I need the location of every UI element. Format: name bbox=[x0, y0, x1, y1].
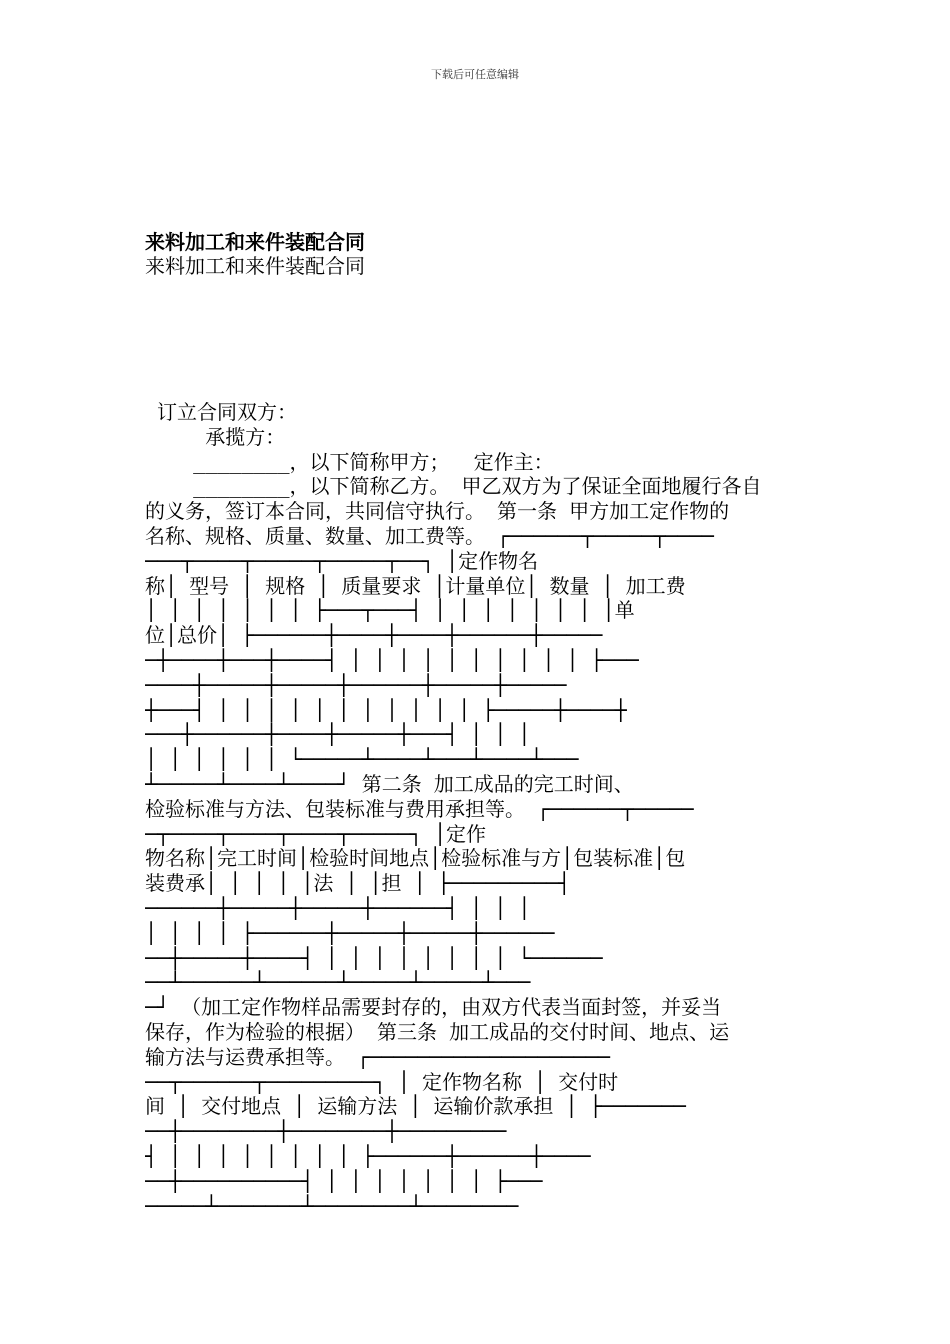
body-line: 保存，作为检验的根据） 第三条 加工成品的交付时间、地点、运 bbox=[145, 1019, 730, 1044]
body-line: ________，以下简称乙方。 甲乙双方为了保证全面地履行各自 bbox=[145, 474, 762, 499]
body-line: 的义务，签订本合同，共同信守执行。 第一条 甲方加工定作物的 bbox=[145, 499, 730, 524]
body-line: 输方法与运费承担等。 ┌──────────────────── bbox=[145, 1044, 610, 1069]
body-line: ─┼────┼───┼────┤ │ │ │ │ │ │ │ │ │ │ ├─── bbox=[145, 647, 639, 672]
body-line: ──┴──────┴──────┴─────┴─────┴─── bbox=[145, 970, 531, 995]
body-line: ──┼─────┼────┤ │ │ │ │ │ │ │ │ └────── bbox=[145, 945, 603, 970]
body-line: ───┬────┬─────┬─────┬──┐ │定作物名 bbox=[145, 548, 539, 573]
body-line: │ │ │ │ ├──────┼─────┼─────┼────── bbox=[145, 920, 555, 945]
body-line: 称│ 型号 │ 规格 │ 质量要求 │计量单位│ 数量 │ 加工费 bbox=[145, 573, 686, 598]
body-line: 承揽方： bbox=[145, 424, 286, 449]
body-line: 检验标准与方法、包装标准与费用承担等。 ┌──────┬───── bbox=[145, 796, 694, 821]
body-line: ─────┴───────┴────────┴──────── bbox=[145, 1193, 519, 1218]
document-title-bold: 来料加工和来件装配合同 bbox=[145, 230, 365, 254]
contract-body bbox=[145, 400, 805, 1218]
body-line: 装费承│ │ │ │ │法 │ │担 │ ├─────────┤ bbox=[145, 871, 571, 896]
body-line: ┴─────┴────┴────┘ 第二条 加工成品的完工时间、 bbox=[145, 771, 634, 796]
body-line: 名称、规格、质量、数量、加工费等。 ┌──────┬─────┬──── bbox=[145, 523, 714, 548]
body-line: ________，以下简称甲方； 定作主： bbox=[145, 449, 554, 474]
body-line: ─┘ （加工定作物样品需要封存的，由双方代表当面封签，并妥当 bbox=[145, 995, 722, 1020]
body-line: ┼───┤ │ │ │ │ │ │ │ │ │ │ │ ├─────┼────┼ bbox=[145, 697, 627, 722]
body-line: 物名称│完工时间│检验时间地点│检验标准与方│包装标准│包 bbox=[145, 846, 686, 871]
body-line: ──┼────────┼────────┼───────── bbox=[145, 1119, 507, 1144]
body-line: ──┼──────────┤ │ │ │ │ │ │ │ ├─── bbox=[145, 1168, 543, 1193]
body-line: ──────┼─────┼─────┼──────┤ │ │ │ bbox=[145, 895, 531, 920]
body-line: 位│总价│ ├──────┼────┼────┼──────┼───── bbox=[145, 623, 603, 648]
body-line: │ │ │ │ │ │ └─────┴────┴───┴────┴─── bbox=[145, 747, 579, 772]
body-line: 间 │ 交付地点 │ 运输方法 │ 运输价款承担 │ ├─────── bbox=[145, 1094, 686, 1119]
body-line: 订立合同双方： bbox=[145, 400, 298, 424]
body-line: ┤ │ │ │ │ │ │ │ │ ├──────┼──────┼──── bbox=[145, 1143, 591, 1168]
body-line: ────┼─────┼─────┼──────┼─────┼───── bbox=[145, 672, 567, 697]
document-title: 来料加工和来件装配合同 bbox=[145, 254, 365, 278]
body-line: │ │ │ │ │ │ │ ├───┬───┤ │ │ │ │ │ │ │ │单 bbox=[145, 598, 635, 623]
header-note: 下载后可任意编辑 bbox=[431, 68, 519, 81]
body-line: ─┬────┬────┬────┬─────┐ │定作 bbox=[145, 821, 487, 846]
body-line: ───┼──────┼────┼─────┼───┤ │ │ │ bbox=[145, 722, 531, 747]
body-line: ──┬──────┬─────────┐ │ 定作物名称 │ 交付时 bbox=[145, 1069, 619, 1094]
